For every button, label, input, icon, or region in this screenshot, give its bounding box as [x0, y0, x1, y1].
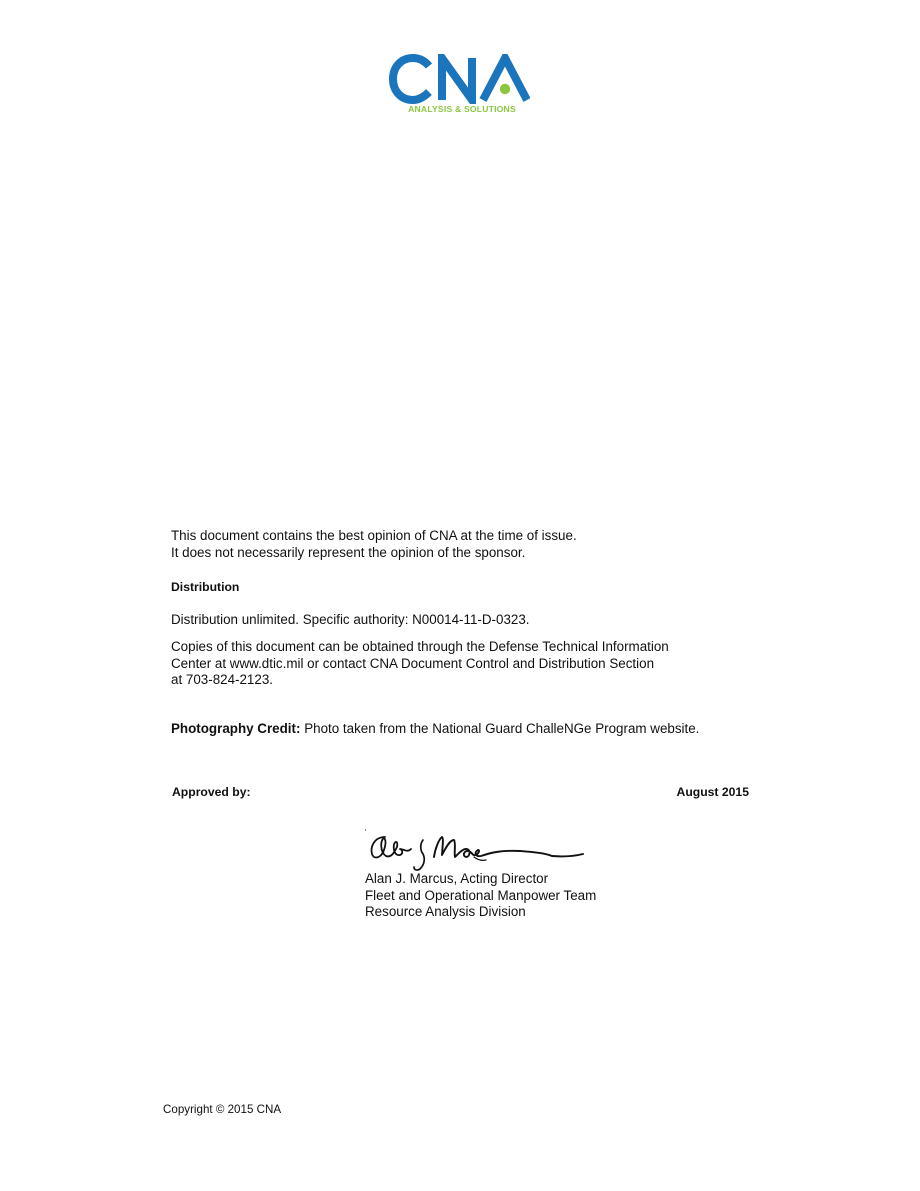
cna-wordmark: [388, 54, 530, 104]
copies-line: Copies of this document can be obtained through the Defense Technical Information: [171, 639, 669, 654]
signer-line: Resource Analysis Division: [365, 904, 526, 920]
disclaimer-line: It does not necessarily represent the opinion of the sponsor.: [171, 544, 526, 560]
photography-credit-label: Photography Credit:: [171, 721, 301, 736]
copies-line: at 703-824-2123.: [171, 672, 273, 688]
copies-paragraph: [171, 639, 669, 689]
approved-by-label: Approved by:: [172, 785, 251, 799]
signature: [362, 826, 588, 874]
copies-line: Center at www.dtic.mil or contact CNA Document Control and Distribution Section: [171, 655, 655, 671]
disclaimer: [171, 528, 577, 561]
cna-logo: [388, 54, 530, 118]
distribution-heading: Distribution: [171, 580, 240, 594]
logo-tagline: ANALYSIS & SOLUTIONS: [408, 104, 516, 114]
signer-line: Fleet and Operational Manpower Team: [365, 887, 597, 903]
photography-credit: [171, 721, 699, 738]
copyright: Copyright © 2015 CNA: [163, 1103, 282, 1116]
signer-line: Alan J. Marcus, Acting Director: [365, 871, 549, 886]
photography-credit-text: Photo taken from the National Guard ChalleNGe Program website.: [304, 721, 700, 736]
approval-date: August 2015: [676, 785, 749, 799]
disclaimer-line: This document contains the best opinion of CNA at the time of issue.: [171, 528, 577, 543]
distribution-statement: Distribution unlimited. Specific authority: N00014-11-D-0323.: [171, 612, 530, 627]
signer-block: [365, 871, 596, 921]
